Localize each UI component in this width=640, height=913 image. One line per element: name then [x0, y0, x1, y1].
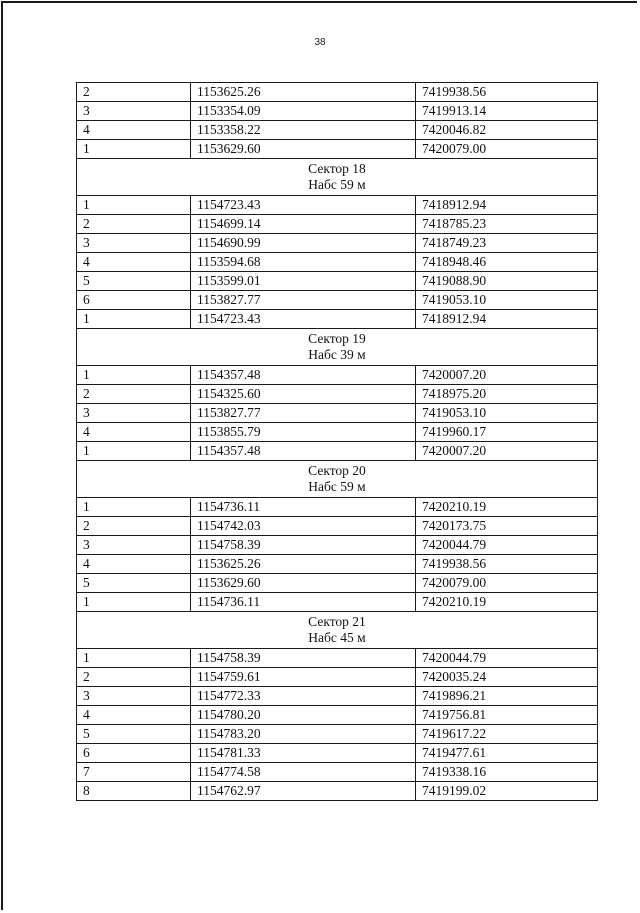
- table-row: [77, 782, 598, 801]
- y-coordinate-cell: 7420079.00: [416, 140, 598, 159]
- point-number-cell: 1: [77, 310, 191, 329]
- x-coordinate-cell: 1154723.43: [191, 310, 416, 329]
- sector-height: Набс 45 м: [308, 630, 366, 645]
- y-coordinate-cell: 7419938.56: [416, 555, 598, 574]
- table-row: [77, 310, 598, 329]
- table-row: [77, 423, 598, 442]
- y-coordinate-cell: 7418785.23: [416, 215, 598, 234]
- x-coordinate-cell: 1153827.77: [191, 291, 416, 310]
- table-row: [77, 574, 598, 593]
- point-number-cell: 3: [77, 687, 191, 706]
- point-number-cell: 4: [77, 423, 191, 442]
- point-number-cell: 3: [77, 234, 191, 253]
- y-coordinate-cell: 7420079.00: [416, 574, 598, 593]
- y-coordinate-cell: 7420210.19: [416, 593, 598, 612]
- table-row: [77, 291, 598, 310]
- y-coordinate-cell: 7419053.10: [416, 291, 598, 310]
- y-coordinate-cell: 7419756.81: [416, 706, 598, 725]
- point-number-cell: 7: [77, 763, 191, 782]
- x-coordinate-cell: 1153625.26: [191, 555, 416, 574]
- sector-header-row: [77, 461, 598, 498]
- y-coordinate-cell: 7419617.22: [416, 725, 598, 744]
- table-row: [77, 83, 598, 102]
- y-coordinate-cell: 7419960.17: [416, 423, 598, 442]
- x-coordinate-cell: 1153354.09: [191, 102, 416, 121]
- x-coordinate-cell: 1154774.58: [191, 763, 416, 782]
- x-coordinate-cell: 1153599.01: [191, 272, 416, 291]
- point-number-cell: 2: [77, 83, 191, 102]
- coordinates-table-body: [77, 83, 598, 801]
- x-coordinate-cell: 1154783.20: [191, 725, 416, 744]
- table-row: [77, 385, 598, 404]
- point-number-cell: 1: [77, 442, 191, 461]
- y-coordinate-cell: 7418912.94: [416, 196, 598, 215]
- page-number: 38: [314, 37, 326, 48]
- point-number-cell: 2: [77, 215, 191, 234]
- point-number-cell: 1: [77, 140, 191, 159]
- x-coordinate-cell: 1153629.60: [191, 574, 416, 593]
- point-number-cell: 1: [77, 366, 191, 385]
- x-coordinate-cell: 1154781.33: [191, 744, 416, 763]
- x-coordinate-cell: 1154759.61: [191, 668, 416, 687]
- sector-title: Сектор 21: [308, 614, 366, 629]
- y-coordinate-cell: 7420046.82: [416, 121, 598, 140]
- x-coordinate-cell: 1153855.79: [191, 423, 416, 442]
- x-coordinate-cell: 1154723.43: [191, 196, 416, 215]
- y-coordinate-cell: 7420007.20: [416, 442, 598, 461]
- table-row: [77, 215, 598, 234]
- table-row: [77, 649, 598, 668]
- point-number-cell: 4: [77, 706, 191, 725]
- sector-height: Набс 39 м: [308, 347, 366, 362]
- table-row: [77, 253, 598, 272]
- y-coordinate-cell: 7419338.16: [416, 763, 598, 782]
- sector-title: Сектор 20: [308, 463, 366, 478]
- table-row: [77, 442, 598, 461]
- y-coordinate-cell: 7420210.19: [416, 498, 598, 517]
- point-number-cell: 5: [77, 272, 191, 291]
- table-row: [77, 404, 598, 423]
- y-coordinate-cell: 7419088.90: [416, 272, 598, 291]
- y-coordinate-cell: 7420007.20: [416, 366, 598, 385]
- table-row: [77, 140, 598, 159]
- table-row: [77, 725, 598, 744]
- table-row: [77, 687, 598, 706]
- point-number-cell: 4: [77, 253, 191, 272]
- x-coordinate-cell: 1154780.20: [191, 706, 416, 725]
- x-coordinate-cell: 1154357.48: [191, 366, 416, 385]
- coordinates-table: [76, 82, 598, 801]
- table-row: [77, 763, 598, 782]
- y-coordinate-cell: 7420035.24: [416, 668, 598, 687]
- table-row: [77, 517, 598, 536]
- point-number-cell: 1: [77, 649, 191, 668]
- sector-header-row: [77, 329, 598, 366]
- x-coordinate-cell: 1153629.60: [191, 140, 416, 159]
- x-coordinate-cell: 1154736.11: [191, 498, 416, 517]
- sector-header-cell: [77, 612, 598, 649]
- point-number-cell: 1: [77, 196, 191, 215]
- sector-header-cell: [77, 461, 598, 498]
- sector-header-cell: [77, 159, 598, 196]
- x-coordinate-cell: 1153827.77: [191, 404, 416, 423]
- sector-header-cell: [77, 329, 598, 366]
- x-coordinate-cell: 1154762.97: [191, 782, 416, 801]
- point-number-cell: 8: [77, 782, 191, 801]
- table-row: [77, 668, 598, 687]
- x-coordinate-cell: 1154742.03: [191, 517, 416, 536]
- point-number-cell: 3: [77, 404, 191, 423]
- x-coordinate-cell: 1154699.14: [191, 215, 416, 234]
- y-coordinate-cell: 7418912.94: [416, 310, 598, 329]
- y-coordinate-cell: 7419053.10: [416, 404, 598, 423]
- x-coordinate-cell: 1154736.11: [191, 593, 416, 612]
- sector-height: Набс 59 м: [308, 479, 366, 494]
- table-row: [77, 196, 598, 215]
- table-row: [77, 555, 598, 574]
- table-row: [77, 593, 598, 612]
- x-coordinate-cell: 1154772.33: [191, 687, 416, 706]
- y-coordinate-cell: 7420044.79: [416, 536, 598, 555]
- x-coordinate-cell: 1154758.39: [191, 536, 416, 555]
- y-coordinate-cell: 7418975.20: [416, 385, 598, 404]
- point-number-cell: 4: [77, 121, 191, 140]
- point-number-cell: 2: [77, 668, 191, 687]
- table-row: [77, 706, 598, 725]
- x-coordinate-cell: 1154758.39: [191, 649, 416, 668]
- y-coordinate-cell: 7419913.14: [416, 102, 598, 121]
- sector-title: Сектор 18: [308, 161, 366, 176]
- table-row: [77, 234, 598, 253]
- y-coordinate-cell: 7419199.02: [416, 782, 598, 801]
- point-number-cell: 2: [77, 385, 191, 404]
- y-coordinate-cell: 7418749.23: [416, 234, 598, 253]
- table-row: [77, 121, 598, 140]
- point-number-cell: 5: [77, 574, 191, 593]
- point-number-cell: 1: [77, 593, 191, 612]
- point-number-cell: 1: [77, 498, 191, 517]
- point-number-cell: 3: [77, 536, 191, 555]
- point-number-cell: 5: [77, 725, 191, 744]
- table-row: [77, 744, 598, 763]
- table-row: [77, 272, 598, 291]
- point-number-cell: 3: [77, 102, 191, 121]
- point-number-cell: 6: [77, 291, 191, 310]
- sector-title: Сектор 19: [308, 331, 366, 346]
- table-row: [77, 102, 598, 121]
- x-coordinate-cell: 1153358.22: [191, 121, 416, 140]
- x-coordinate-cell: 1153625.26: [191, 83, 416, 102]
- x-coordinate-cell: 1153594.68: [191, 253, 416, 272]
- y-coordinate-cell: 7419938.56: [416, 83, 598, 102]
- x-coordinate-cell: 1154357.48: [191, 442, 416, 461]
- point-number-cell: 4: [77, 555, 191, 574]
- table-row: [77, 536, 598, 555]
- table-row: [77, 498, 598, 517]
- table-row: [77, 366, 598, 385]
- x-coordinate-cell: 1154690.99: [191, 234, 416, 253]
- sector-header-row: [77, 612, 598, 649]
- sector-height: Набс 59 м: [308, 177, 366, 192]
- y-coordinate-cell: 7418948.46: [416, 253, 598, 272]
- y-coordinate-cell: 7419896.21: [416, 687, 598, 706]
- y-coordinate-cell: 7419477.61: [416, 744, 598, 763]
- point-number-cell: 6: [77, 744, 191, 763]
- sector-header-row: [77, 159, 598, 196]
- y-coordinate-cell: 7420044.79: [416, 649, 598, 668]
- point-number-cell: 2: [77, 517, 191, 536]
- x-coordinate-cell: 1154325.60: [191, 385, 416, 404]
- y-coordinate-cell: 7420173.75: [416, 517, 598, 536]
